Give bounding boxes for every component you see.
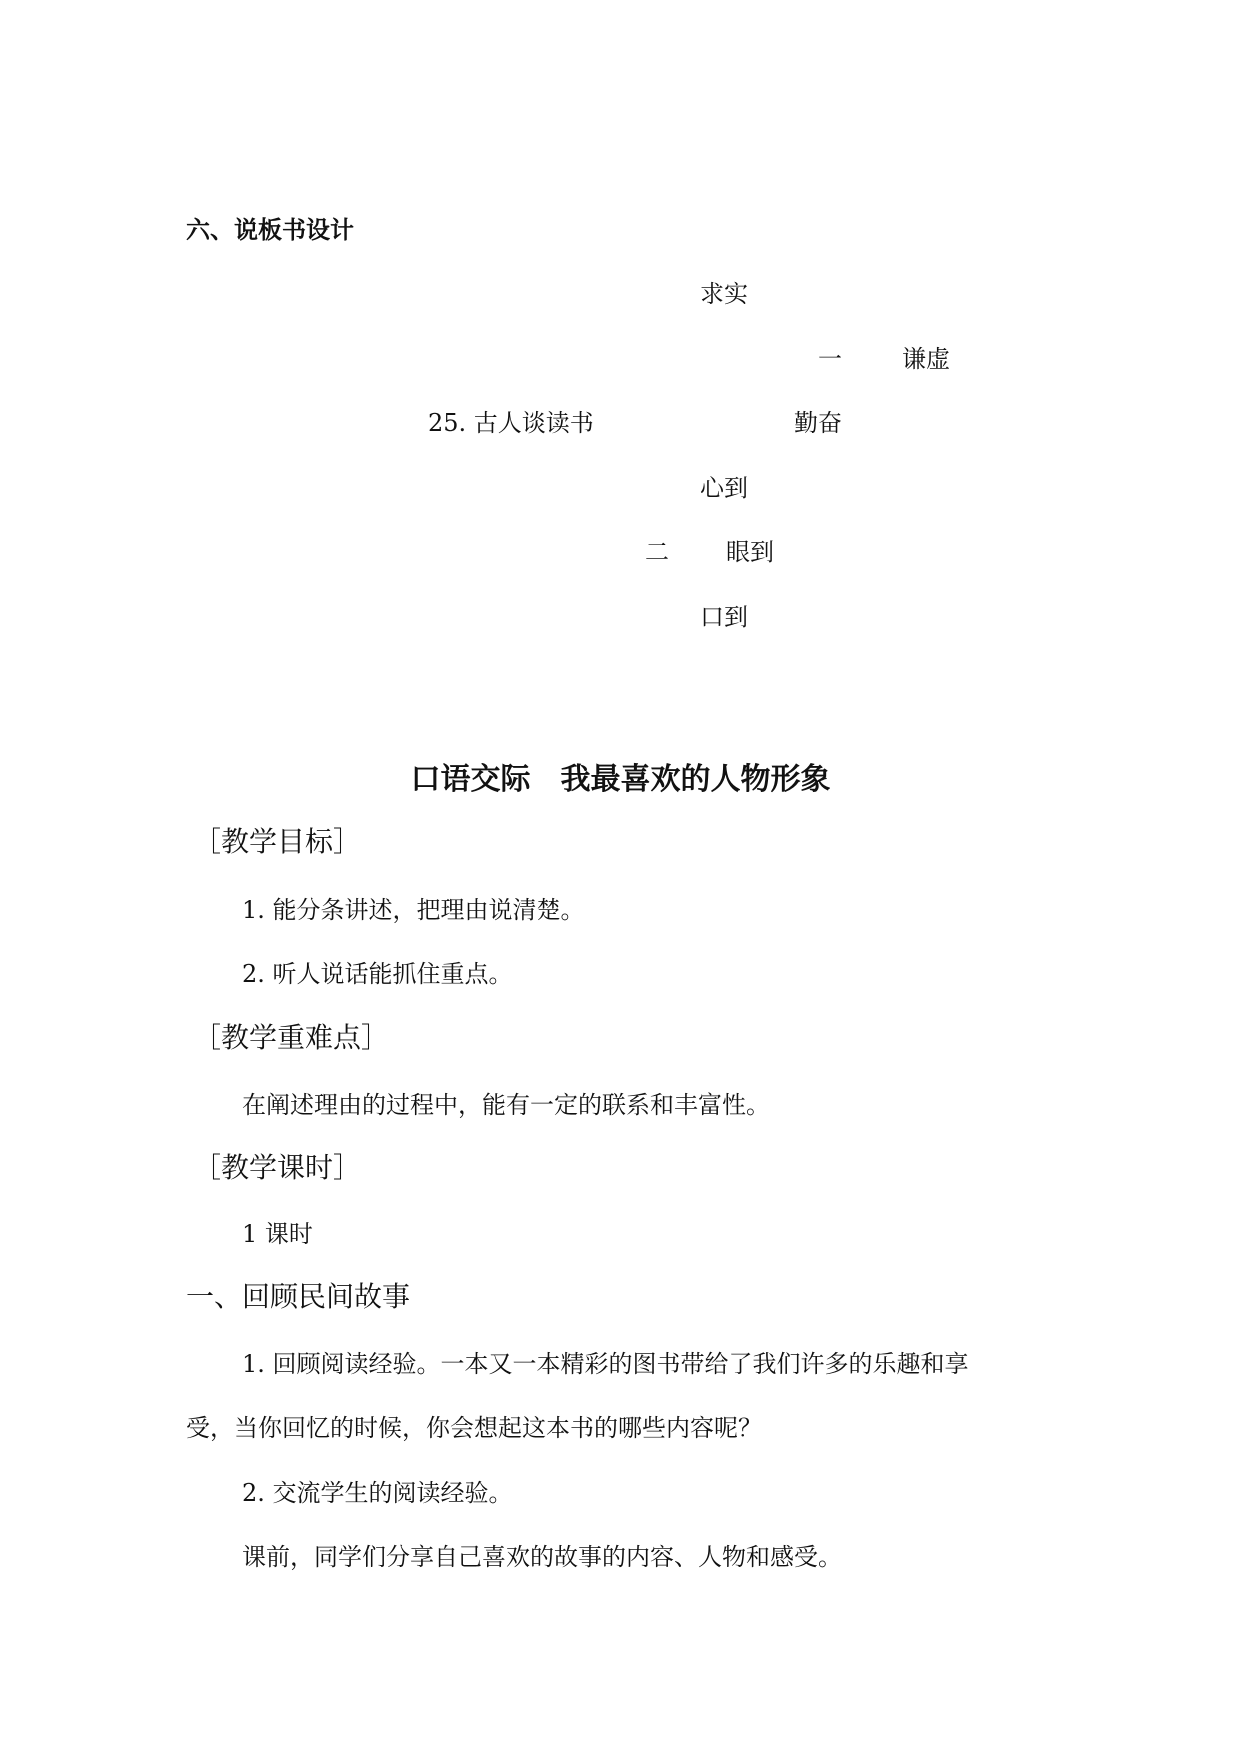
goals-heading: ［教学目标］ xyxy=(193,825,362,858)
part1-paragraph2: 2. 交流学生的阅读经验。 xyxy=(242,1479,513,1507)
goal-item-2: 2. 听人说话能抓住重点。 xyxy=(242,960,513,988)
hours-heading: ［教学课时］ xyxy=(193,1151,362,1184)
board-marker-two: 二 xyxy=(645,538,669,566)
goal-item-1: 1. 能分条讲述，把理由说清楚。 xyxy=(242,896,585,924)
board-item-qiushi: 求实 xyxy=(700,280,748,308)
part1-paragraph1-line1: 1. 回顾阅读经验。一本又一本精彩的图书带给了我们许多的乐趣和享 xyxy=(242,1350,969,1378)
difficulty-heading: ［教学重难点］ xyxy=(193,1021,390,1054)
board-item-qinfen: 勤奋 xyxy=(794,409,842,437)
lesson-title: 口语交际 我最喜欢的人物形象 xyxy=(410,762,831,797)
board-design-heading: 六、说板书设计 xyxy=(186,216,354,244)
board-topic: 25. 古人谈读书 xyxy=(428,409,594,437)
part1-heading: 一、回顾民间故事 xyxy=(186,1280,411,1313)
part1-paragraph3: 课前，同学们分享自己喜欢的故事的内容、人物和感受。 xyxy=(242,1543,842,1571)
hours-text: 1 课时 xyxy=(242,1220,313,1248)
board-item-qianxu: 谦虚 xyxy=(902,345,950,373)
board-item-yandao: 眼到 xyxy=(726,538,774,566)
board-item-xindao: 心到 xyxy=(700,474,748,502)
board-marker-one: 一 xyxy=(818,345,842,373)
board-item-koudao: 口到 xyxy=(700,603,748,631)
difficulty-text: 在阐述理由的过程中，能有一定的联系和丰富性。 xyxy=(242,1091,770,1119)
part1-paragraph1-line2: 受，当你回忆的时候，你会想起这本书的哪些内容呢？ xyxy=(186,1414,762,1442)
